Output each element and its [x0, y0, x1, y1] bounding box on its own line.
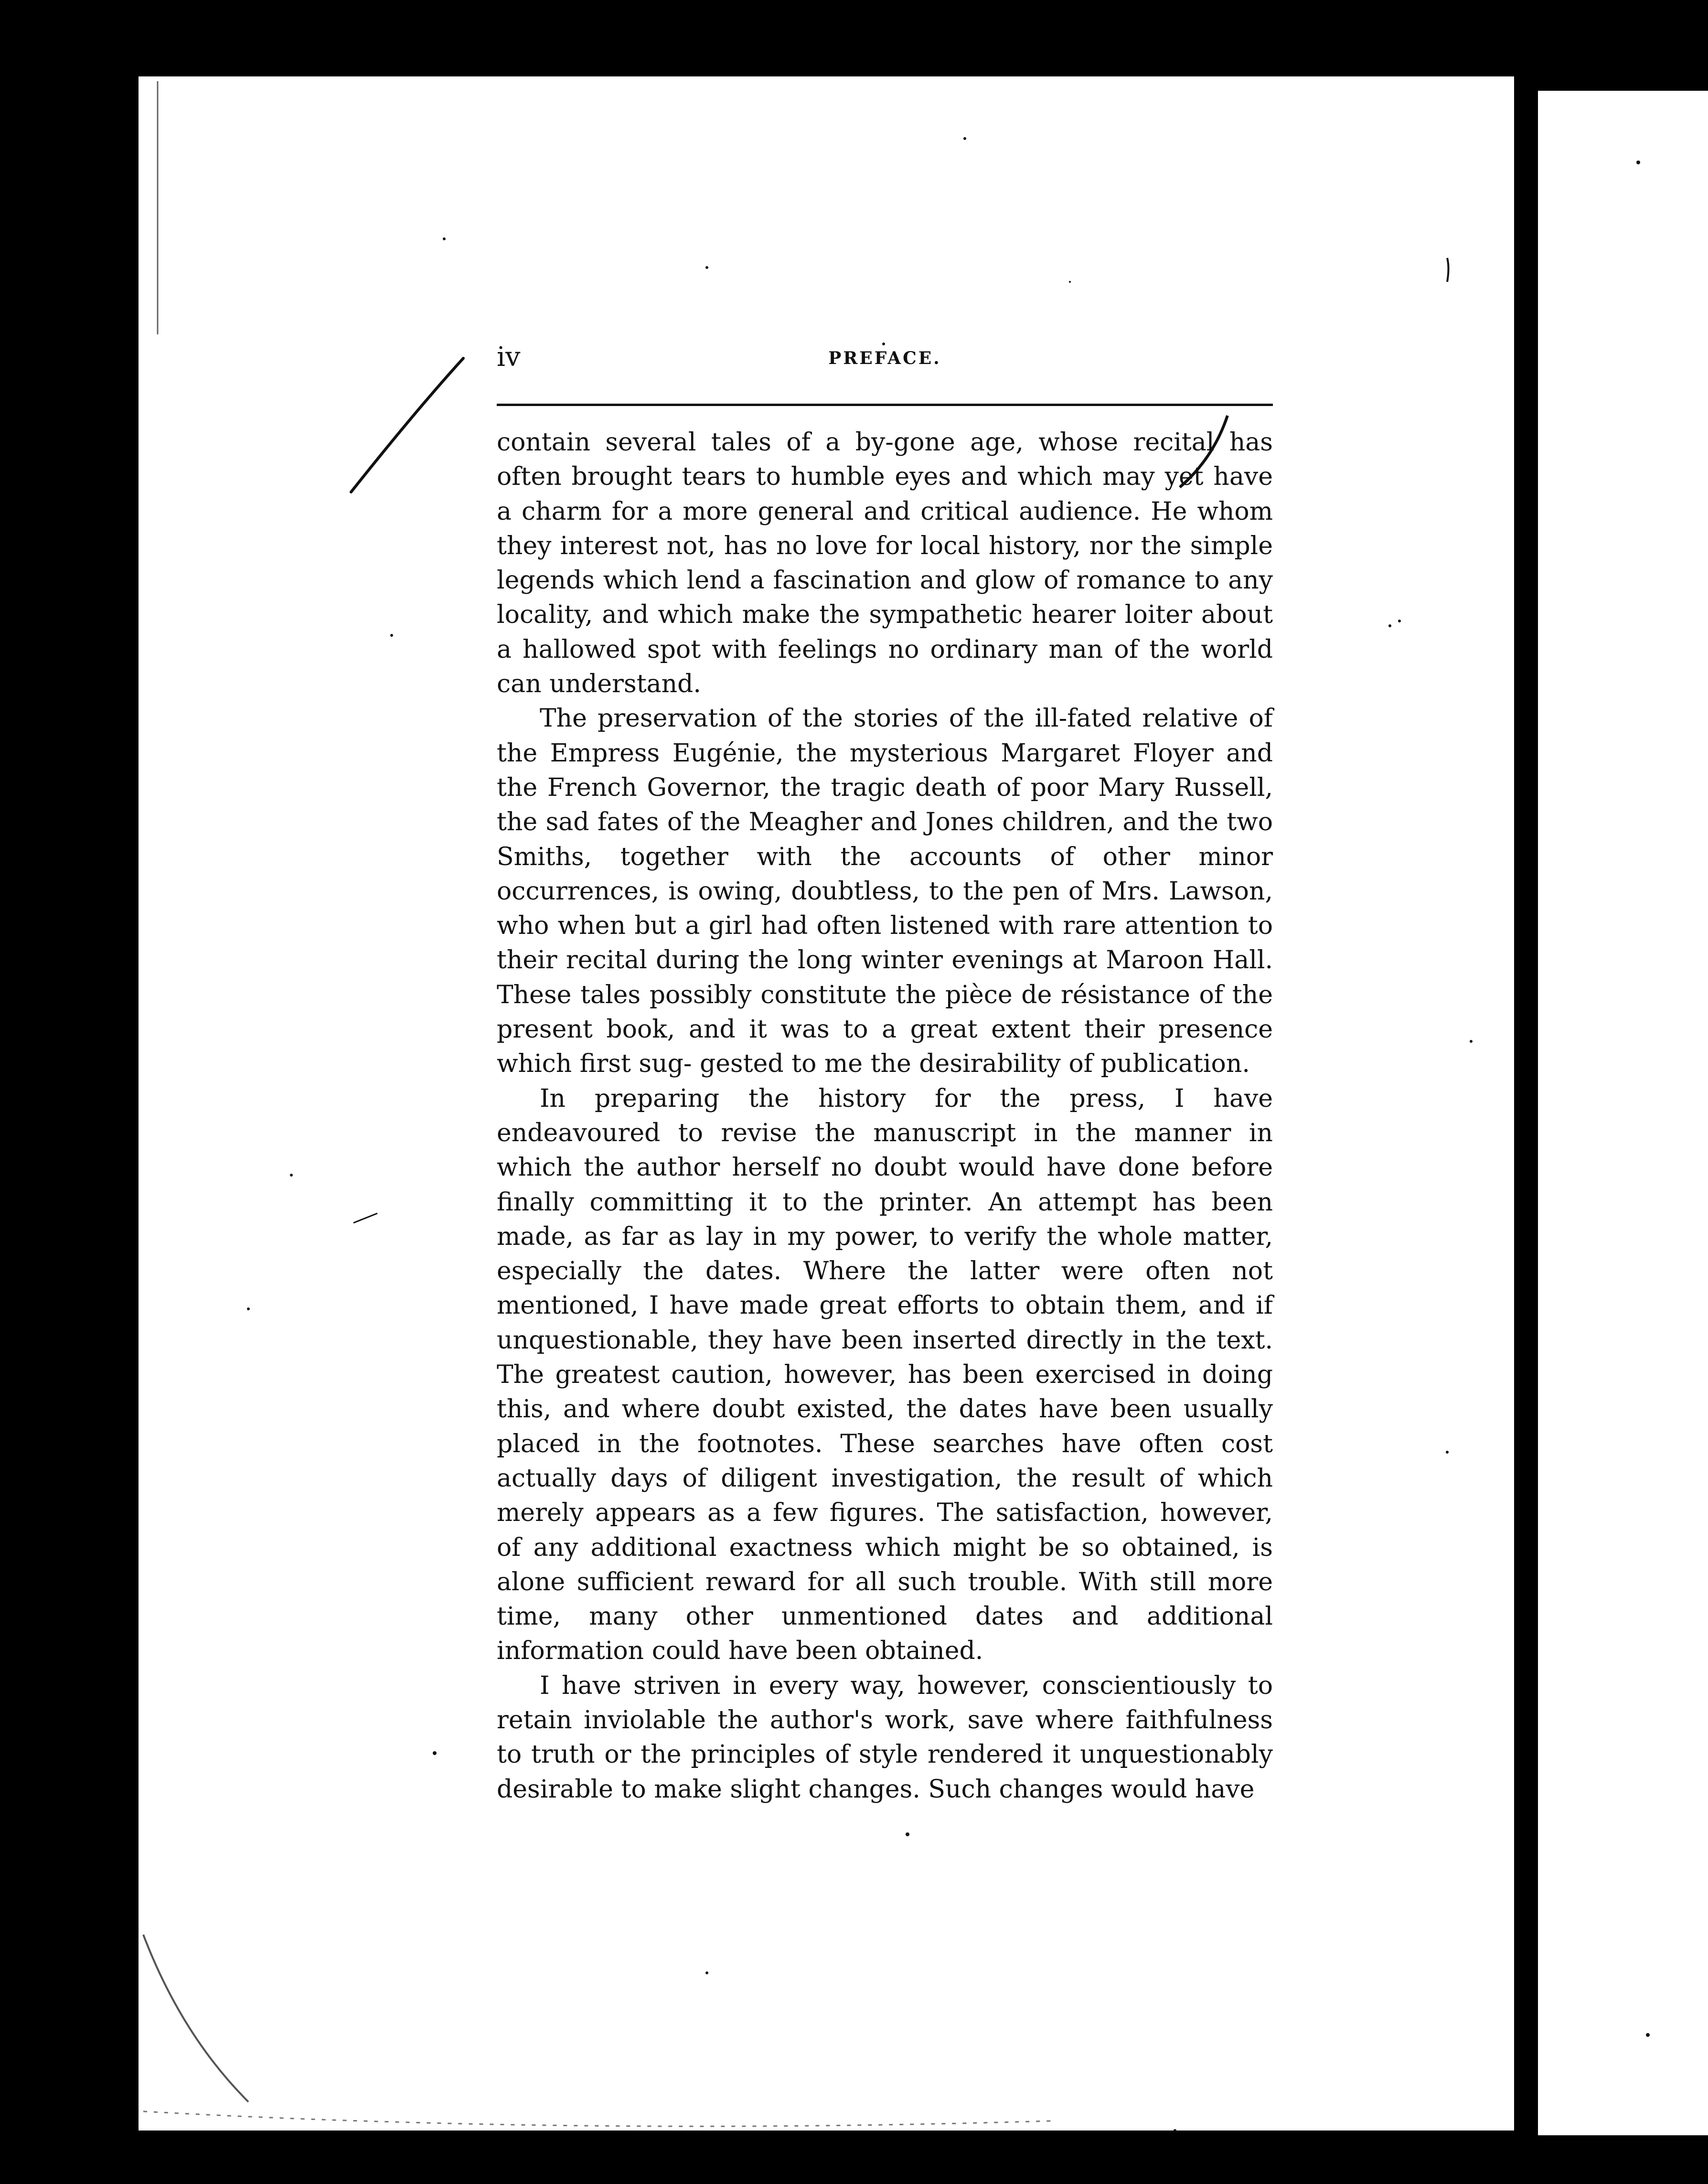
text-line: be so obtained, is alone sufficient reward for all such trouble.	[497, 1533, 1273, 1596]
text-line: the result of which merely appears as a few figures. The	[497, 1464, 1273, 1528]
text-line: Smiths, together with the accounts of other minor occurrences,	[497, 842, 1273, 906]
paragraph	[497, 1669, 1273, 1807]
text-line: sad fates of the Meagher and Jones children, and the two	[545, 808, 1273, 837]
text-line: to revise the manuscript in the manner in which the author	[497, 1118, 1273, 1182]
text-line: during the long winter evenings at Maroon Hall. These tales	[497, 946, 1273, 1009]
text-line: and which make the sympathetic hearer loiter about a hallowed	[497, 600, 1273, 664]
text-line: gested to me the desirability of publication.	[700, 1049, 1250, 1079]
paragraph	[497, 425, 1273, 701]
paragraph	[497, 1081, 1273, 1669]
text-line: which lend a fascination and glow of romance to any locality,	[497, 566, 1273, 630]
text-line: additional information could have been obtained.	[497, 1602, 1273, 1666]
text-line: power, to verify the whole matter, especially the dates.	[497, 1222, 1273, 1286]
text-line: the dates have been usually placed in the footnotes. These	[497, 1395, 1273, 1458]
text-line: The preservation of the stories of the ill-fated relative of the	[497, 704, 1273, 768]
text-line: a girl had often listened with rare attention to their recital	[497, 911, 1273, 975]
preface-body	[497, 425, 1273, 1807]
text-line: spot with feelings no ordinary man of the world can understand.	[497, 635, 1273, 699]
text-line: desirable to make slight changes. Such changes would have	[497, 1775, 1255, 1804]
running-title: PREFACE.	[828, 348, 941, 368]
text-line: to the printer. An attempt has been made, as far as lay in my	[497, 1188, 1273, 1251]
text-line: French Governor, the tragic death of poor Mary Russell, the	[497, 773, 1273, 837]
paragraph	[497, 701, 1273, 1081]
text-line: satisfaction, however, of any additional exactness which might	[497, 1499, 1273, 1562]
text-line: interest not, has no love for local history, nor the simple legends	[497, 531, 1273, 595]
text-line: searches have often cost actually days of diligent investigation,	[497, 1429, 1273, 1493]
text-line: possibly constitute the pièce de résistance of the present book,	[497, 980, 1273, 1044]
header-rule	[497, 404, 1273, 406]
text-line: contain several tales of a by-gone age, whose recital has often	[497, 428, 1273, 492]
text-line: and it was to a great extent their presence which first sug-	[497, 1015, 1273, 1079]
margin-pen-mark	[344, 353, 468, 497]
text-line: truth or the principles of style rendered it unquestionably	[531, 1740, 1273, 1769]
page-header	[497, 342, 1273, 380]
text-line: is owing, doubtless, to the pen of Mrs. Lawson, who when but	[497, 877, 1273, 941]
text-line: Empress Eugénie, the mysterious Margaret Floyer and the	[497, 739, 1273, 802]
text-line: In preparing the history for the press, I have endeavoured	[497, 1084, 1273, 1147]
text-line: I have striven in every way, however, conscientiously to	[540, 1671, 1273, 1700]
page-number: iv	[497, 342, 521, 373]
text-line: has been exercised in doing this, and where doubt existed,	[497, 1360, 1273, 1424]
text-line: brought tears to humble eyes and which may yet have a charm	[497, 462, 1273, 526]
text-line: retain inviolable the author's work, save where faithfulness to	[497, 1705, 1273, 1769]
text-line: efforts to obtain them, and if unquestionable, they have been	[497, 1291, 1273, 1355]
text-line: inserted directly in the text. The greatest caution, however,	[497, 1326, 1273, 1390]
text-line: herself no doubt would have done before finally committing it	[497, 1153, 1273, 1217]
text-line: With still more time, many other unmentioned dates and	[497, 1567, 1273, 1631]
text-line: for a more general and critical audience. He whom they	[497, 497, 1273, 560]
text-line: Where the latter were often not mentioned, I have made great	[497, 1257, 1273, 1320]
